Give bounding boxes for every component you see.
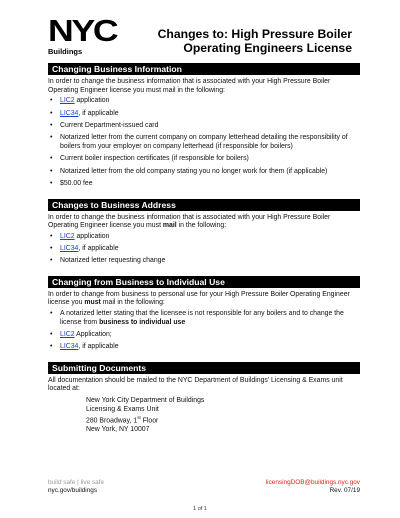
title-line-2: Operating Engineers License [183, 41, 352, 55]
page-footer [48, 479, 360, 495]
address-line: New York City Department of Buildings [86, 397, 205, 405]
list-item [48, 245, 360, 254]
bullet-icon: • [50, 134, 53, 142]
bullet-icon: • [50, 180, 53, 188]
list-item-text: $50.00 fee [60, 180, 93, 188]
address-floor: Floor [140, 417, 159, 425]
section-intro: In order to change the business information that is associated with your High Pressure Boiler Operating Engineer license you must mail in the following: [48, 78, 331, 94]
intro-emphasis: must [84, 299, 101, 307]
bullet-icon: • [50, 257, 53, 265]
section-heading-business-address: Changes to Business Address [48, 199, 360, 211]
revision-date: Rev. 07/19 [329, 487, 360, 495]
intro-text: In order to change from business to personal use for your High Pressure Boiler Operating Engineer license you [48, 290, 350, 307]
list-item-text: , if applicable [78, 343, 119, 351]
intro-text: mail in the following: [100, 299, 165, 307]
requirements-list [48, 97, 360, 189]
list-item-text: Notarized letter from the current company on company letterhead detailing the responsibility of boilers from your employer on company letterhead (if responsible for boilers) [60, 134, 348, 150]
bullet-icon: • [50, 155, 53, 163]
lic34-link[interactable]: LIC34 [60, 245, 79, 253]
list-item-text: Notarized letter requesting change [60, 257, 166, 265]
footer-tagline: build safe | live safe [48, 479, 105, 486]
section-heading-business-info: Changing Business Information [48, 63, 360, 75]
page-title [158, 27, 352, 55]
lic2-link[interactable]: LIC2 [60, 97, 75, 105]
logo-subtitle: Buildings [48, 47, 83, 56]
list-item-text: Application; [74, 331, 112, 339]
document-body [48, 63, 360, 435]
page-number: 1 of 1 [193, 506, 207, 512]
bullet-icon: • [50, 331, 53, 339]
list-item [48, 97, 360, 106]
list-item [48, 343, 360, 352]
bullet-icon: • [50, 167, 53, 175]
bullet-icon: • [50, 310, 53, 318]
address-line: Licensing & Exams Unit [86, 405, 159, 413]
footer-site: nyc.gov/buildings [48, 487, 98, 495]
section-heading-individual-use: Changing from Business to Individual Use [48, 276, 360, 288]
list-item-text: Current boiler inspection certificates (if responsible for boilers) [60, 155, 249, 163]
list-item-text: A notarized letter stating that the licensee is not responsible for any boilers and to change the license from [60, 310, 344, 326]
list-item-text: application [74, 232, 110, 240]
list-item [48, 168, 360, 177]
bullet-icon: • [50, 245, 53, 253]
logo-wordmark: NYC [48, 13, 117, 48]
lic2-link[interactable]: LIC2 [60, 232, 75, 240]
list-item [48, 110, 360, 119]
nyc-buildings-logo [48, 13, 120, 56]
bullet-icon: • [50, 232, 53, 240]
section-heading-submitting: Submitting Documents [48, 362, 360, 374]
bullet-icon: • [50, 121, 53, 129]
list-item [48, 331, 360, 340]
bullet-icon: • [50, 97, 53, 105]
section-intro [48, 291, 360, 308]
list-item [48, 180, 360, 189]
list-item-emphasis: business to individual use [99, 318, 186, 326]
intro-text: In order to change the business information that is associated with your High Pressure Boiler Operating Engineer license you must [48, 213, 331, 230]
bullet-icon: • [50, 343, 53, 351]
list-item-text: application [74, 97, 110, 105]
requirements-list [48, 233, 360, 266]
title-line-1: Changes to: High Pressure Boiler [157, 27, 352, 41]
list-item [48, 257, 360, 266]
contact-email-link[interactable]: licensingDOB@buildings.nyc.gov [265, 479, 360, 486]
address-line: New York, NY 10007 [86, 426, 150, 434]
section-intro [48, 214, 360, 231]
address-line [86, 414, 360, 426]
bullet-icon: • [50, 109, 53, 117]
intro-text: in the following: [176, 222, 227, 230]
list-item [48, 122, 360, 131]
address-street: 280 Broadway, 1 [86, 417, 138, 425]
section-intro: All documentation should be mailed to the NYC Department of Buildings’ Licensing & Exams unit located at: [48, 376, 343, 393]
lic2-link[interactable]: LIC2 [60, 331, 75, 339]
list-item [48, 155, 360, 164]
list-item-text: Notarized letter from the old company stating you no longer work for them (if applicable) [60, 167, 328, 175]
list-item-text: , if applicable [78, 109, 119, 117]
ordinal-suffix: st [137, 415, 141, 421]
mailing-address [86, 397, 360, 435]
requirements-list [48, 310, 360, 352]
list-item-text: , if applicable [78, 245, 119, 253]
list-item [48, 134, 360, 151]
list-item [48, 310, 360, 327]
intro-emphasis: mail [162, 222, 177, 230]
list-item [48, 233, 360, 242]
lic34-link[interactable]: LIC34 [60, 109, 79, 117]
list-item-text: Current Department-issued card [60, 121, 159, 129]
lic34-link[interactable]: LIC34 [60, 343, 79, 351]
footer-right [266, 479, 360, 495]
